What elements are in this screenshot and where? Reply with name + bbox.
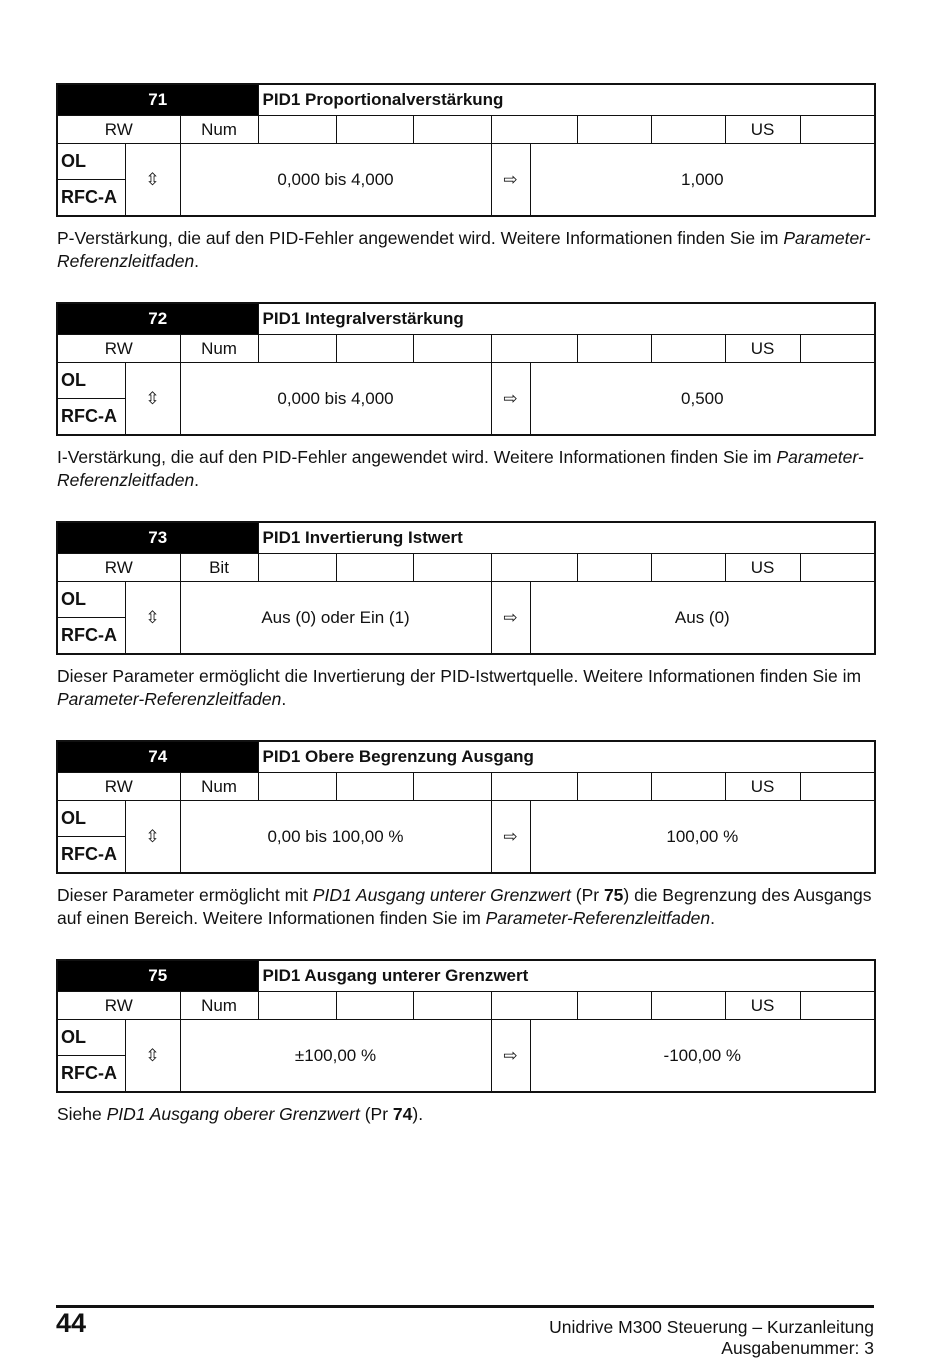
desc-reference: Parameter-Referenzleitfaden bbox=[57, 447, 864, 490]
type-cell: Num bbox=[180, 992, 258, 1020]
empty-cell bbox=[800, 773, 875, 801]
empty-cell bbox=[258, 335, 336, 363]
flag-cell: US bbox=[725, 335, 800, 363]
type-cell: Num bbox=[180, 116, 258, 144]
parameter-number: 72 bbox=[57, 303, 258, 335]
empty-cell bbox=[258, 992, 336, 1020]
desc-text: I-Verstärkung, die auf den PID-Fehler angewendet wird. Weitere Informationen finden Sie im bbox=[57, 447, 777, 467]
empty-cell bbox=[491, 773, 577, 801]
empty-cell bbox=[577, 554, 651, 582]
desc-text: Dieser Parameter ermöglicht mit bbox=[57, 885, 313, 905]
type-cell: Bit bbox=[180, 554, 258, 582]
parameter-description bbox=[57, 884, 874, 930]
mode-rfc-a: RFC-A bbox=[57, 180, 125, 217]
flag-cell: US bbox=[725, 992, 800, 1020]
empty-cell bbox=[651, 992, 725, 1020]
desc-text: . bbox=[194, 470, 200, 490]
range-icon: ⇳ bbox=[125, 363, 180, 436]
range-icon: ⇳ bbox=[125, 1020, 180, 1093]
parameter-71 bbox=[56, 83, 874, 273]
desc-text: ) die Begrenzung des Ausgangs auf einen Bereich. Weitere Informationen finden Sie im bbox=[57, 885, 872, 928]
mode-rfc-a: RFC-A bbox=[57, 837, 125, 874]
empty-cell bbox=[336, 554, 413, 582]
range-value: ±100,00 % bbox=[180, 1020, 491, 1093]
empty-cell bbox=[413, 554, 491, 582]
parameter-description bbox=[57, 1103, 874, 1126]
desc-text: . bbox=[281, 689, 287, 709]
desc-text: (Pr bbox=[570, 885, 604, 905]
empty-cell bbox=[491, 335, 577, 363]
empty-cell bbox=[800, 554, 875, 582]
access-cell: RW bbox=[57, 554, 180, 582]
empty-cell bbox=[651, 773, 725, 801]
range-icon: ⇳ bbox=[125, 144, 180, 217]
desc-text: (Pr bbox=[359, 1104, 393, 1124]
desc-text: ). bbox=[412, 1104, 424, 1124]
desc-parameter-ref: 74 bbox=[392, 1104, 413, 1124]
empty-cell bbox=[258, 554, 336, 582]
default-value: 1,000 bbox=[530, 144, 875, 217]
footer-issue-number: Ausgabenummer: 3 bbox=[721, 1338, 874, 1358]
parameter-title: PID1 Obere Begrenzung Ausgang bbox=[258, 741, 875, 773]
empty-cell bbox=[413, 116, 491, 144]
range-value: 0,000 bis 4,000 bbox=[180, 363, 491, 436]
range-value: 0,000 bis 4,000 bbox=[180, 144, 491, 217]
empty-cell bbox=[800, 116, 875, 144]
range-value: Aus (0) oder Ein (1) bbox=[180, 582, 491, 655]
default-value: 100,00 % bbox=[530, 801, 875, 874]
empty-cell bbox=[336, 773, 413, 801]
desc-reference: Parameter-Referenzleitfaden bbox=[485, 908, 711, 928]
flag-cell: US bbox=[725, 554, 800, 582]
access-cell: RW bbox=[57, 335, 180, 363]
parameter-72 bbox=[56, 302, 874, 492]
empty-cell bbox=[651, 116, 725, 144]
access-cell: RW bbox=[57, 116, 180, 144]
range-icon: ⇳ bbox=[125, 801, 180, 874]
mode-ol: OL bbox=[57, 582, 125, 618]
mode-ol: OL bbox=[57, 1020, 125, 1056]
mode-rfc-a: RFC-A bbox=[57, 618, 125, 655]
page-number: 44 bbox=[56, 1308, 87, 1338]
parameter-title: PID1 Invertierung Istwert bbox=[258, 522, 875, 554]
flag-cell: US bbox=[725, 116, 800, 144]
empty-cell bbox=[258, 773, 336, 801]
default-icon: ⇨ bbox=[491, 1020, 530, 1093]
mode-ol: OL bbox=[57, 363, 125, 399]
default-icon: ⇨ bbox=[491, 144, 530, 217]
flag-cell: US bbox=[725, 773, 800, 801]
empty-cell bbox=[577, 335, 651, 363]
type-cell: Num bbox=[180, 773, 258, 801]
empty-cell bbox=[800, 992, 875, 1020]
parameter-number: 74 bbox=[57, 741, 258, 773]
desc-reference: Parameter-Referenzleitfaden bbox=[57, 689, 282, 709]
empty-cell bbox=[336, 116, 413, 144]
range-icon: ⇳ bbox=[125, 582, 180, 655]
empty-cell bbox=[258, 116, 336, 144]
parameter-number: 75 bbox=[57, 960, 258, 992]
parameter-table bbox=[56, 740, 876, 874]
parameter-number: 73 bbox=[57, 522, 258, 554]
parameter-number: 71 bbox=[57, 84, 258, 116]
parameter-title: PID1 Proportionalverstärkung bbox=[258, 84, 875, 116]
empty-cell bbox=[651, 335, 725, 363]
empty-cell bbox=[413, 773, 491, 801]
empty-cell bbox=[577, 116, 651, 144]
desc-parameter-ref: 75 bbox=[603, 885, 624, 905]
mode-ol: OL bbox=[57, 801, 125, 837]
parameter-table bbox=[56, 302, 876, 436]
default-value: Aus (0) bbox=[530, 582, 875, 655]
access-cell: RW bbox=[57, 992, 180, 1020]
empty-cell bbox=[651, 554, 725, 582]
parameter-74 bbox=[56, 740, 874, 930]
range-value: 0,00 bis 100,00 % bbox=[180, 801, 491, 874]
default-icon: ⇨ bbox=[491, 801, 530, 874]
empty-cell bbox=[336, 992, 413, 1020]
desc-text: Dieser Parameter ermöglicht die Invertierung der PID-Istwertquelle. Weitere Informationen finden Sie im bbox=[57, 666, 862, 686]
parameter-table bbox=[56, 83, 876, 217]
empty-cell bbox=[413, 335, 491, 363]
mode-rfc-a: RFC-A bbox=[57, 1056, 125, 1093]
access-cell: RW bbox=[57, 773, 180, 801]
desc-text: . bbox=[194, 251, 200, 271]
empty-cell bbox=[336, 335, 413, 363]
empty-cell bbox=[491, 554, 577, 582]
default-icon: ⇨ bbox=[491, 582, 530, 655]
parameter-title: PID1 Ausgang unterer Grenzwert bbox=[258, 960, 875, 992]
default-icon: ⇨ bbox=[491, 363, 530, 436]
footer-divider bbox=[56, 1305, 874, 1308]
desc-reference: PID1 Ausgang unterer Grenzwert bbox=[312, 885, 571, 905]
desc-reference: Parameter-Referenzleitfaden bbox=[57, 228, 871, 271]
parameter-73 bbox=[56, 521, 874, 711]
parameter-75 bbox=[56, 959, 874, 1126]
empty-cell bbox=[800, 335, 875, 363]
default-value: 0,500 bbox=[530, 363, 875, 436]
parameter-table bbox=[56, 959, 876, 1093]
empty-cell bbox=[413, 992, 491, 1020]
parameter-title: PID1 Integralverstärkung bbox=[258, 303, 875, 335]
desc-text: Siehe bbox=[57, 1104, 107, 1124]
empty-cell bbox=[577, 992, 651, 1020]
empty-cell bbox=[491, 116, 577, 144]
desc-text: P-Verstärkung, die auf den PID-Fehler angewendet wird. Weitere Informationen finden Sie im bbox=[57, 228, 784, 248]
desc-text: . bbox=[710, 908, 715, 928]
parameter-description bbox=[57, 665, 874, 711]
default-value: -100,00 % bbox=[530, 1020, 875, 1093]
empty-cell bbox=[577, 773, 651, 801]
empty-cell bbox=[491, 992, 577, 1020]
mode-ol: OL bbox=[57, 144, 125, 180]
type-cell: Num bbox=[180, 335, 258, 363]
parameter-description bbox=[57, 227, 874, 273]
parameter-description bbox=[57, 446, 874, 492]
desc-reference: PID1 Ausgang oberer Grenzwert bbox=[106, 1104, 360, 1124]
parameter-table bbox=[56, 521, 876, 655]
footer-document-title: Unidrive M300 Steuerung – Kurzanleitung bbox=[549, 1317, 874, 1337]
mode-rfc-a: RFC-A bbox=[57, 399, 125, 436]
